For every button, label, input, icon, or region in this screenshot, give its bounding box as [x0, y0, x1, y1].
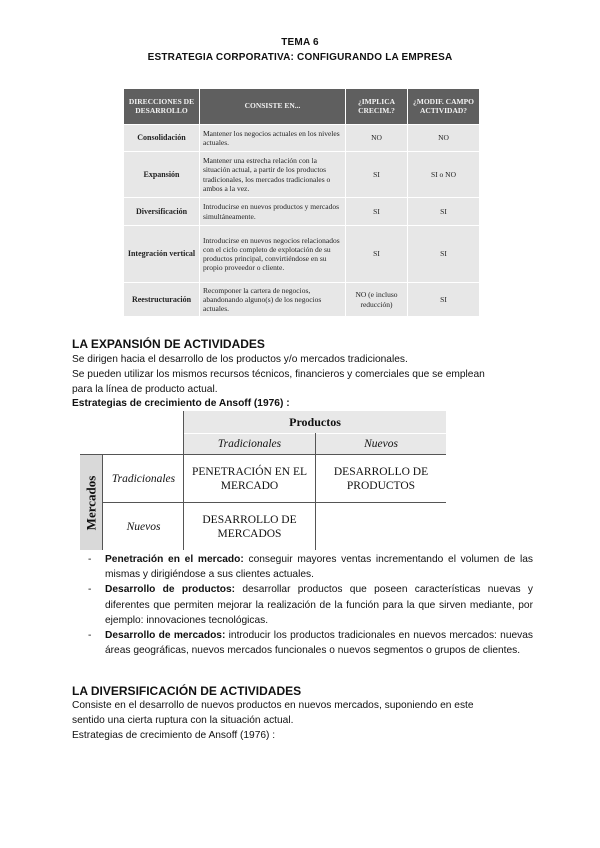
header-crecim: ¿IMPLICA CRECIM.? [346, 89, 408, 125]
matrix-row-tradicionales: Tradicionales [111, 472, 176, 485]
section-heading-expansion: LA EXPANSIÓN DE ACTIVIDADES [72, 337, 265, 351]
section-heading-diversification: LA DIVERSIFICACIÓN DE ACTIVIDADES [72, 684, 302, 698]
row-campo: SI [408, 198, 480, 226]
matrix-col-nuevos: Nuevos [316, 434, 446, 454]
row-direction: Expansión [124, 152, 200, 198]
table-row [124, 152, 480, 198]
row-direction: Integración vertical [124, 226, 200, 283]
header-campo: ¿MODIF. CAMPO ACTIVIDAD? [408, 89, 480, 125]
topic-number: TEMA 6 [281, 37, 319, 48]
row-direction: Reestructuración [124, 283, 200, 317]
ansoff-strategies-list [88, 552, 533, 658]
row-campo: SI [408, 283, 480, 317]
cell-desarrollo-mercados: DESARROLLO DE MERCADOS [202, 513, 297, 540]
ansoff-matrix [80, 411, 446, 550]
bullet-dash: - [88, 554, 92, 565]
bullet-text: introducir los productos tradicionales en nuevos mercados: nuevas áreas geográficas, nuevos mercados funcionales o nuevos segmentos o grupos de clientes. [105, 630, 534, 657]
bullet-dash: - [88, 630, 92, 642]
divider [102, 502, 446, 503]
row-crecim: SI [346, 226, 408, 283]
row-description: Mantener los negocios actuales en los niveles actuales. [200, 125, 346, 152]
cell-penetracion: PENETRACIÓN EN EL MERCADO [192, 465, 307, 492]
bullet-term: Penetración en el mercado: [105, 554, 244, 565]
row-crecim: SI [346, 198, 408, 226]
row-description: Introducirse en nuevos negocios relacionados con el ciclo completo de explotación de su productos principal, convirtiéndose en su propio proveedor o cliente. [200, 226, 346, 283]
row-description: Recomponer la cartera de negocios, abandonando alguno(s) de los negocios actuales. [200, 283, 346, 317]
bullet-dash: - [88, 584, 92, 596]
bullet-text: desarrollar productos que poseen características nuevas y diferentes que permiten mejorar la realización de la función para la que sirven mediante, por ejemplo: innovaciones tecnológicas. [105, 584, 533, 626]
row-description: Mantener una estrecha relación con la situación actual, a partir de los productos tradicionales, los mercados tradicionales o ambos a la vez. [200, 152, 346, 198]
list-item [88, 582, 533, 628]
row-crecim: SI [346, 152, 408, 198]
mercados-label: Mercados [83, 475, 99, 530]
bullet-term: Desarrollo de productos: [105, 584, 236, 596]
divider [80, 454, 446, 455]
cell-desarrollo-productos: DESARROLLO DE PRODUCTOS [333, 465, 429, 492]
matrix-header-productos: Productos [184, 411, 446, 433]
topic-title: ESTRATEGIA CORPORATIVA: CONFIGURANDO LA EMPRESA [147, 52, 453, 63]
matrix-header-mercados [80, 455, 102, 550]
list-item [88, 628, 533, 658]
list-item [88, 552, 533, 582]
table-row [124, 226, 480, 283]
divider [102, 455, 103, 550]
matrix-row-nuevos: Nuevos [126, 520, 161, 533]
paragraph: Se pueden utilizar los mismos recursos técnicos, financieros y comerciales que se emplean [72, 369, 485, 380]
bullet-text: conseguir mayores ventas incrementando el volumen de las mismas y dirigiéndose a sus clientes actuales. [105, 554, 533, 581]
row-campo: NO [408, 125, 480, 152]
bullet-term: Desarrollo de mercados: [105, 630, 226, 642]
header-direcciones: DIRECCIONES DE DESARROLLO [124, 89, 200, 125]
row-campo: SI o NO [408, 152, 480, 198]
row-crecim: NO (e incluso reducción) [346, 283, 408, 317]
table-row [124, 125, 480, 152]
table-header-row [124, 89, 480, 125]
divider [183, 411, 184, 550]
paragraph: Estrategias de crecimiento de Ansoff (1976) : [72, 730, 276, 741]
paragraph: sentido una cierta ruptura con la situación actual. [72, 715, 294, 726]
row-direction: Diversificación [124, 198, 200, 226]
table-row [124, 198, 480, 226]
paragraph: para la línea de producto actual. [72, 384, 218, 395]
row-description: Introducirse en nuevos productos y mercados simultáneamente. [200, 198, 346, 226]
row-crecim: NO [346, 125, 408, 152]
development-directions-table [123, 88, 480, 317]
ansoff-label: Estrategias de crecimiento de Ansoff (1976) : [72, 398, 290, 409]
cell-empty [316, 503, 446, 550]
row-campo: SI [408, 226, 480, 283]
header-consiste: CONSISTE EN... [200, 89, 346, 125]
paragraph: Se dirigen hacia el desarrollo de los productos y/o mercados tradicionales. [72, 354, 408, 365]
matrix-col-tradicionales: Tradicionales [184, 434, 315, 454]
divider [315, 433, 316, 550]
table-row [124, 283, 480, 317]
row-direction: Consolidación [124, 125, 200, 152]
paragraph: Consiste en el desarrollo de nuevos productos en nuevos mercados, suponiendo en este [72, 700, 474, 711]
